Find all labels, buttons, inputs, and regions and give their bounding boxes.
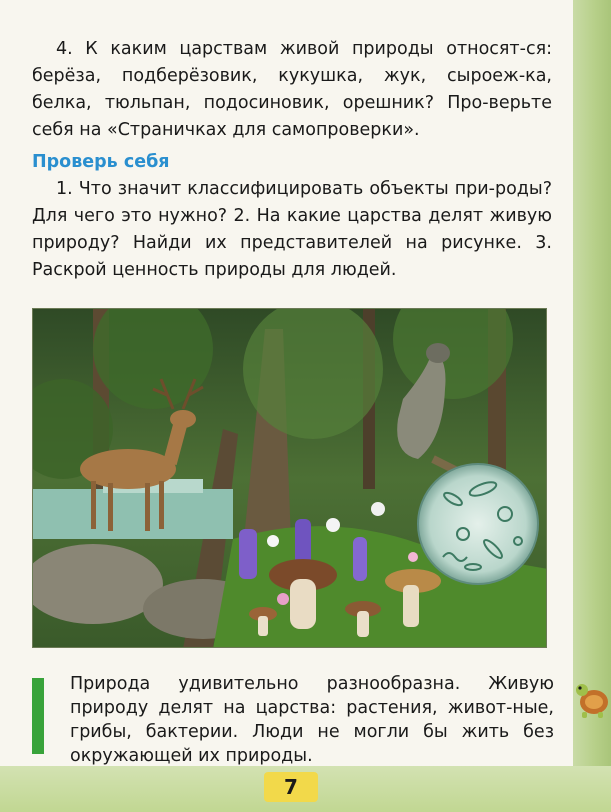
check-yourself-questions: 1. Что значит классифицировать объекты при-роды? Для чего это нужно? 2. На какие царства делят живую природу? Найди их представителей на рисунке. 3. Раскрой ценность природы для людей. xyxy=(32,179,552,280)
summary-accent-bar xyxy=(32,678,44,754)
task-4-text: 4. К каким царствам живой природы относят-ся: берёза, подберёзовик, кукушка, жук, сыроеж-ка, белка, тюльпан, подосиновик, орешник? Про-верьте себя на «Страничках для самопроверки». xyxy=(32,39,552,140)
summary-box xyxy=(32,668,554,766)
nature-kingdoms-illustration xyxy=(32,308,547,648)
page-number: 7 xyxy=(264,772,318,802)
bacteria-icon xyxy=(418,464,538,584)
check-yourself-title: Проверь себя xyxy=(32,152,170,172)
summary-text: Природа удивительно разнообразна. Живую природу делят на царства: растения, живот-ные, грибы, бактерии. Люди не могли бы жить без окружающей их природы. xyxy=(70,674,554,766)
turtle-mascot-icon xyxy=(574,672,610,722)
